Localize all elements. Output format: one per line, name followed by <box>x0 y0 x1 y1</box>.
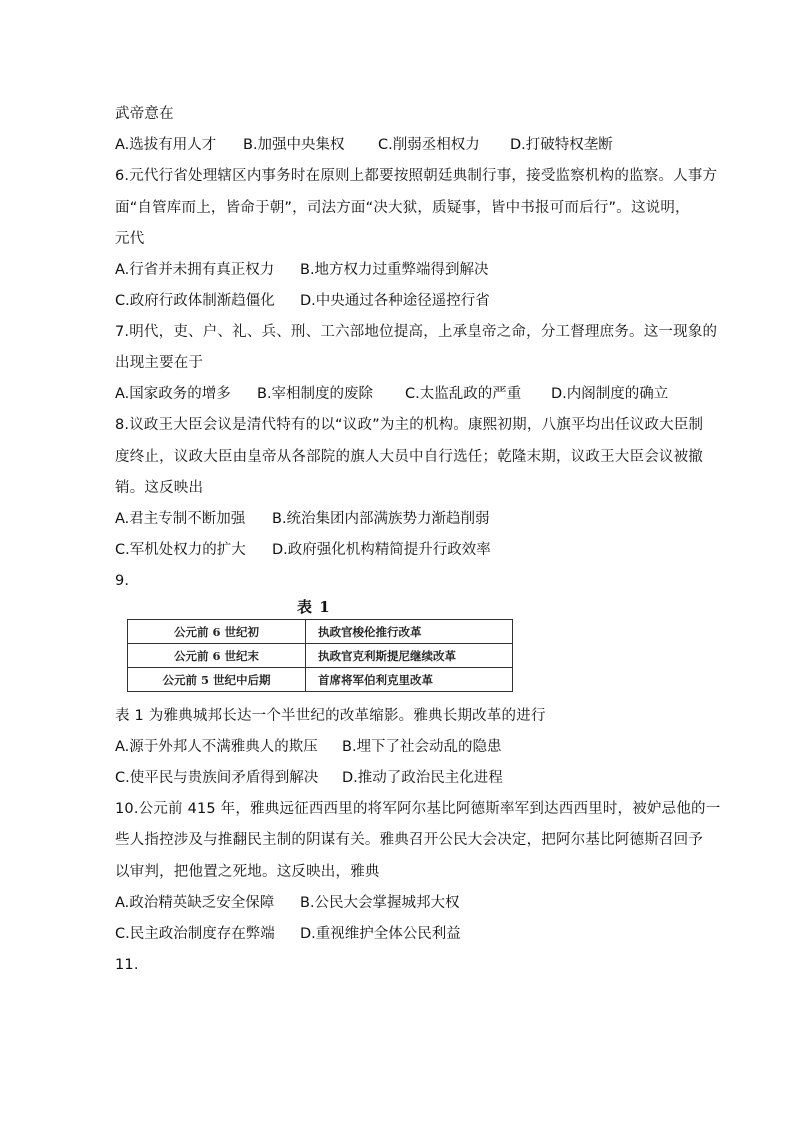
table-cell-period: 公元前 6 世纪末 <box>128 644 306 668</box>
q10-stem-line-2: 些人指控涉及与推翻民主制的阴谋有关。雅典召开公民大会决定，把阿尔基比阿德斯召回予 <box>115 832 703 848</box>
q6-option-c[interactable]: C.政府行政体制渐趋僵化 <box>115 293 275 309</box>
q9-option-b[interactable]: B.埋下了社会动乱的隐患 <box>342 739 502 755</box>
q8-stem-line-2: 度终止，议政大臣由皇帝从各部院的旗人大员中自行选任；乾隆末期，议政王大臣会议被撤 <box>115 449 703 465</box>
q7-option-d[interactable]: D.内阁制度的确立 <box>551 386 669 402</box>
q6-stem-line-1: 6.元代行省处理辖区内事务时在原则上都要按照朝廷典制行事，接受监察机构的监察。人事方 <box>115 168 718 184</box>
table-1 <box>127 619 513 692</box>
table-cell-reform: 首席将军伯利克里改革 <box>306 668 513 692</box>
q8-stem-line-1: 8.议政王大臣会议是清代特有的以“议政”为主的机构。康熙初期，八旗平均出任议政大臣制 <box>115 417 704 433</box>
table-cell-reform: 执政官梭伦推行改革 <box>306 620 513 644</box>
q7-option-b[interactable]: B.宰相制度的废除 <box>257 386 374 402</box>
q6-option-b[interactable]: B.地方权力过重弊端得到解决 <box>300 262 489 278</box>
table-row <box>128 620 513 644</box>
q5-option-c[interactable]: C.削弱丞相权力 <box>378 137 480 153</box>
q10-option-c[interactable]: C.民主政治制度存在弊端 <box>115 926 275 942</box>
q8-option-b[interactable]: B.统治集团内部满族势力渐趋削弱 <box>272 511 490 527</box>
q9-option-d[interactable]: D.推动了政治民主化进程 <box>342 770 503 786</box>
table-row <box>128 668 513 692</box>
q10-option-b[interactable]: B.公民大会掌握城邦大权 <box>300 895 460 911</box>
q9-option-a[interactable]: A.源于外邦人不满雅典人的欺压 <box>115 739 318 755</box>
q5-option-d[interactable]: D.打破特权垄断 <box>510 137 613 153</box>
q5-stem-tail: 武帝意在 <box>115 106 174 122</box>
q6-stem-line-2: 面“自管库而上，皆命于朝”，司法方面“决大狱，质疑事，皆中书报可而后行”。这说明， <box>115 200 690 216</box>
q8-option-c[interactable]: C.军机处权力的扩大 <box>115 542 246 558</box>
q6-stem-line-3: 元代 <box>115 231 145 247</box>
q7-stem-line-2: 出现主要在于 <box>115 355 204 371</box>
q6-option-d[interactable]: D.中央通过各种途径遥控行省 <box>300 293 490 309</box>
table-row <box>128 644 513 668</box>
q10-option-d[interactable]: D.重视维护全体公民利益 <box>300 926 461 942</box>
q8-stem-line-3: 销。这反映出 <box>115 480 204 496</box>
q10-stem-line-3: 以审判，把他置之死地。这反映出，雅典 <box>115 864 380 880</box>
table-cell-reform: 执政官克利斯提尼继续改革 <box>306 644 513 668</box>
table-cell-period: 公元前 5 世纪中后期 <box>128 668 306 692</box>
q11-number: 11. <box>115 957 139 973</box>
q5-option-b[interactable]: B.加强中央集权 <box>243 137 345 153</box>
q10-stem-line-1: 10.公元前 415 年，雅典远征西西里的将军阿尔基比阿德斯率军到达西西里时，被妒忌他的一 <box>115 801 721 817</box>
q10-option-a[interactable]: A.政治精英缺乏安全保障 <box>115 895 275 911</box>
q7-option-a[interactable]: A.国家政务的增多 <box>115 386 231 402</box>
q5-option-a[interactable]: A.选拔有用人才 <box>115 137 217 153</box>
q7-stem-line-1: 7.明代，吏、户、礼、兵、刑、工六部地位提高，上承皇帝之命，分工督理庶务。这一现象的 <box>115 324 718 340</box>
q8-option-a[interactable]: A.君主专制不断加强 <box>115 511 246 527</box>
table-cell-period: 公元前 6 世纪初 <box>128 620 306 644</box>
table-1-title: 表 1 <box>297 598 331 616</box>
q9-stem: 表 1 为雅典城邦长达一个半世纪的改革缩影。雅典长期改革的进行 <box>115 708 546 724</box>
q7-option-c[interactable]: C.太监乱政的严重 <box>405 386 522 402</box>
q9-option-c[interactable]: C.使平民与贵族间矛盾得到解决 <box>115 770 319 786</box>
q8-option-d[interactable]: D.政府强化机构精简提升行政效率 <box>272 542 491 558</box>
q6-option-a[interactable]: A.行省并未拥有真正权力 <box>115 262 275 278</box>
q9-number: 9. <box>115 573 130 589</box>
